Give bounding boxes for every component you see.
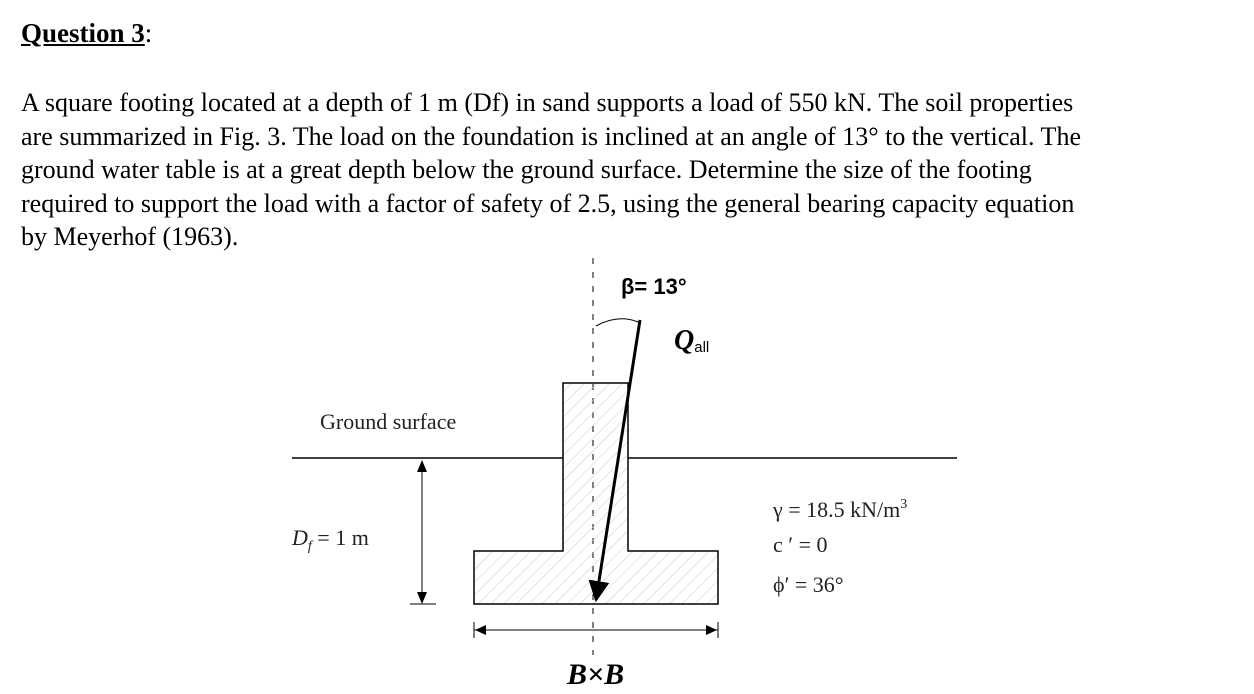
depth-arrow-top xyxy=(417,460,427,472)
footing-shape xyxy=(474,383,718,604)
problem-line-3: ground water table is at a great depth below the ground surface. Determine the size of the footing xyxy=(21,155,1032,184)
question-label: Question 3 xyxy=(21,18,145,48)
width-arrow-right xyxy=(706,625,717,635)
phi-label: ϕ′ = 36° xyxy=(773,572,844,597)
width-label: B×B xyxy=(567,658,625,691)
cohesion-label: c ′ = 0 xyxy=(773,532,828,557)
problem-line-5: by Meyerhof (1963). xyxy=(21,222,239,251)
beta-label: β= 13° xyxy=(621,274,687,299)
problem-line-4: required to support the load with a factor of safety of 2.5, using the general bearing capacity equation xyxy=(21,188,1075,218)
problem-line-2: are summarized in Fig. 3. The load on the foundation is inclined at an angle of 13° to the vertical. The xyxy=(21,121,1081,151)
depth-subscript: f xyxy=(307,539,312,554)
question-colon: : xyxy=(144,18,153,48)
depth-arrow-bottom xyxy=(417,592,427,604)
gamma-exponent: 3 xyxy=(900,497,908,512)
depth-value: = 1 m xyxy=(311,525,369,550)
depth-symbol: D xyxy=(292,525,308,550)
depth-label xyxy=(291,525,369,554)
load-subscript: all xyxy=(694,339,710,356)
load-label xyxy=(674,325,709,356)
ground-surface-label: Ground surface xyxy=(320,409,457,434)
gamma-text: γ = 18.5 kN/m xyxy=(773,497,901,522)
width-arrow-left xyxy=(475,625,486,635)
problem-line-1: A square footing located at a depth of 1 m (Df) in sand supports a load of 550 kN. The soil properties xyxy=(21,88,1074,117)
gamma-label xyxy=(772,497,907,522)
load-symbol: Q xyxy=(674,325,695,356)
beta-angle-arc xyxy=(596,319,638,326)
